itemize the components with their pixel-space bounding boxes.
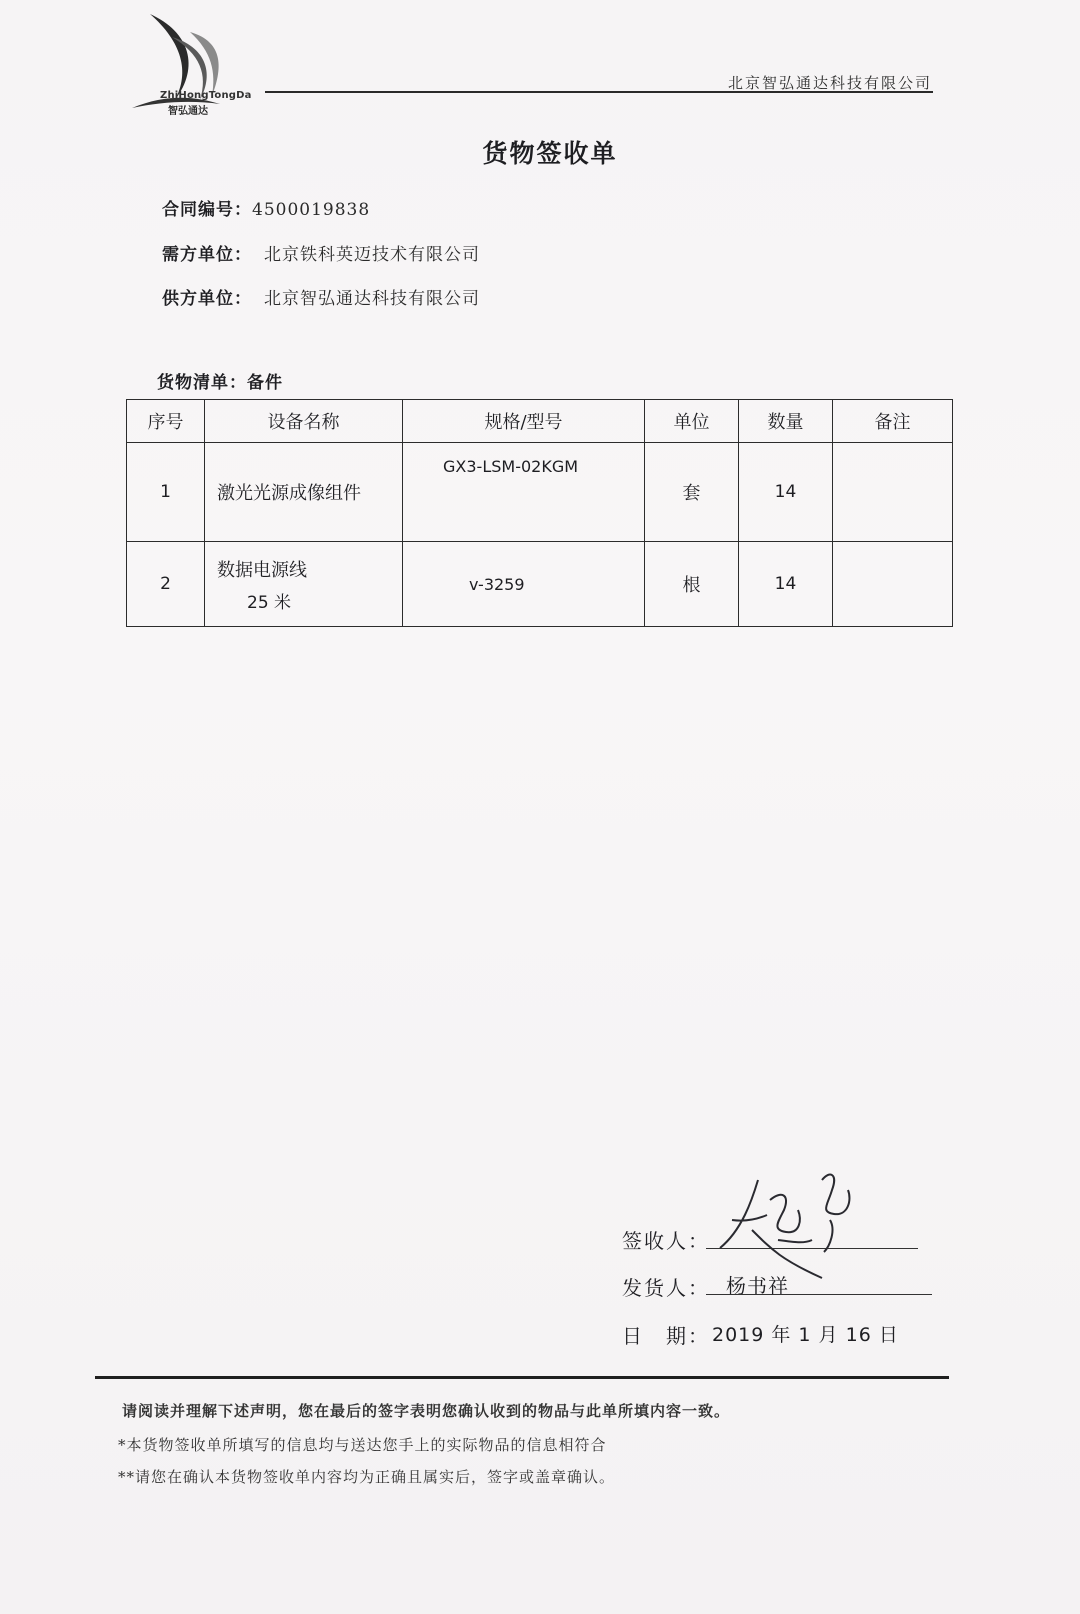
row-remark [833,443,953,542]
header-model: 规格/型号 [403,400,645,443]
supplier-name: 北京智弘通达科技有限公司 [264,289,480,309]
row-name [205,443,403,542]
date-label: 日 期： [622,1324,710,1348]
buyer-label: 需方单位： [162,245,252,265]
goods-table [126,399,953,627]
row-name-text: 激光光源成像组件 [217,483,361,504]
row-model: v-3259 [403,542,645,627]
contract-label: 合同编号： [162,200,252,220]
header-unit: 单位 [645,400,739,443]
contract-number: 4500019838 [252,200,371,220]
row-name [205,542,403,627]
shipper-line [706,1294,932,1295]
header-company: 北京智弘通达科技有限公司 [727,74,932,92]
row-qty: 14 [739,443,833,542]
row-qty: 14 [739,542,833,627]
row-no: 2 [127,542,205,627]
supplier-row [162,284,480,309]
logo-text-en: ZhiHongTongDa [160,90,252,101]
row-no: 1 [127,443,205,542]
contract-row [162,195,370,220]
buyer-name: 北京铁科英迈技术有限公司 [264,245,480,265]
sign-date: 2019 年 1 月 16 日 [712,1324,899,1346]
buyer-row [162,240,480,265]
row-unit: 根 [645,542,739,627]
document-title: 货物签收单 [482,139,618,168]
row-model: GX3-LSM-02KGM [403,443,645,542]
header-divider [265,91,933,93]
header-name: 设备名称 [205,400,403,443]
footer-divider [95,1376,949,1379]
row-name-text: 数据电源线 [217,559,307,581]
row-unit: 套 [645,443,739,542]
footer-note-1: *本货物签收单所填写的信息均与送达您手上的实际物品的信息相符合 [118,1436,607,1454]
row-remark [833,542,953,627]
goods-list-label: 货物清单：备件 [157,373,283,393]
table-header-row [127,400,953,443]
receiver-label: 签收人： [622,1229,710,1253]
row-name-detail: 25 米 [247,592,292,613]
logo-text-zh: 智弘通达 [168,106,208,117]
header-remark: 备注 [833,400,953,443]
header-qty: 数量 [739,400,833,443]
table-row [127,443,953,542]
shipper-name: 杨书祥 [726,1276,789,1298]
table-row [127,542,953,627]
header-no: 序号 [127,400,205,443]
supplier-label: 供方单位： [162,289,252,309]
footer-statement: 请阅读并理解下述声明，您在最后的签字表明您确认收到的物品与此单所填内容一致。 [122,1402,731,1420]
shipper-label: 发货人： [622,1276,710,1300]
footer-note-2: **请您在确认本货物签收单内容均为正确且属实后，签字或盖章确认。 [118,1468,616,1486]
